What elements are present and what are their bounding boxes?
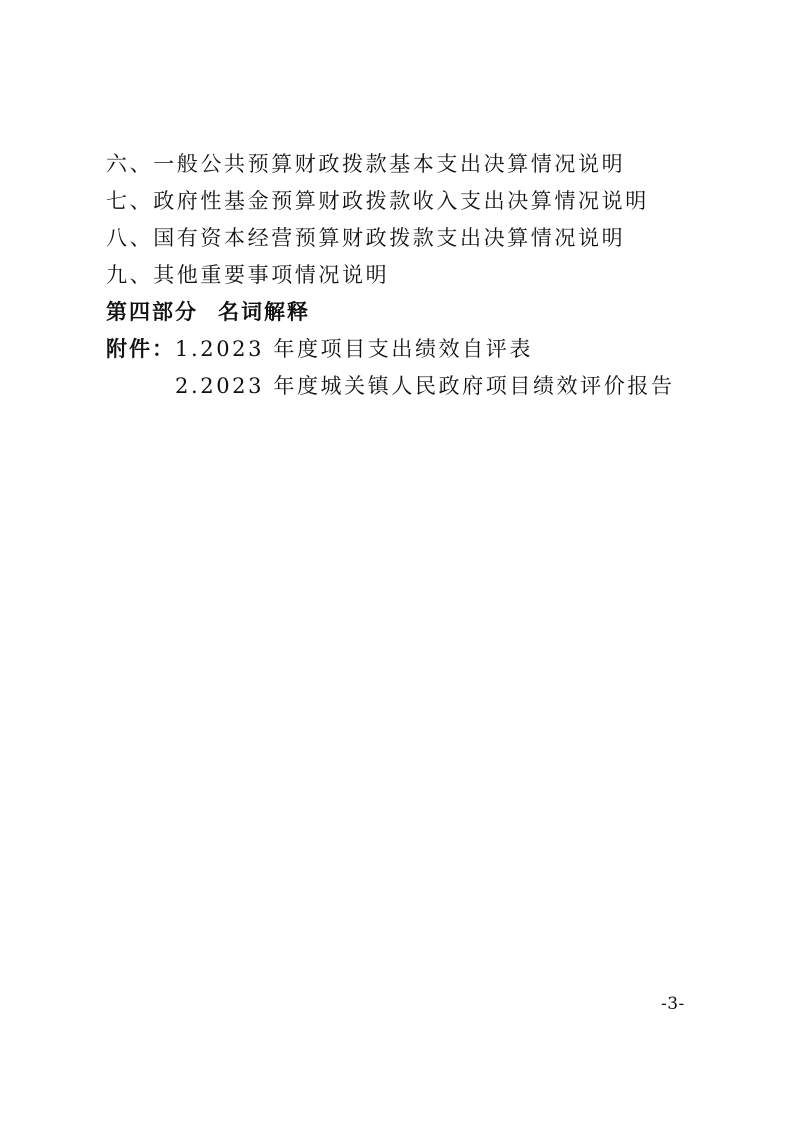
part-4-label: 第四部分 <box>106 300 198 324</box>
toc-item-8: 八、国有资本经营预算财政拨款支出决算情况说明 <box>106 226 626 250</box>
part-4-title: 名词解释 <box>218 300 310 324</box>
toc-item-7: 七、政府性基金预算财政拨款收入支出决算情况说明 <box>106 189 649 213</box>
page-number: -3- <box>661 994 685 1014</box>
attachment-item-1: 1.2023 年度项目支出绩效自评表 <box>175 337 533 361</box>
attachments-label: 附件： <box>106 337 175 361</box>
attachment-item-2: 2.2023 年度城关镇人民政府项目绩效评价报告 <box>175 374 675 398</box>
toc-part-4-heading <box>106 298 310 326</box>
toc-item-9: 九、其他重要事项情况说明 <box>106 263 390 287</box>
toc-item-6: 六、一般公共预算财政拨款基本支出决算情况说明 <box>106 152 626 176</box>
attachments-line-1 <box>106 335 533 363</box>
